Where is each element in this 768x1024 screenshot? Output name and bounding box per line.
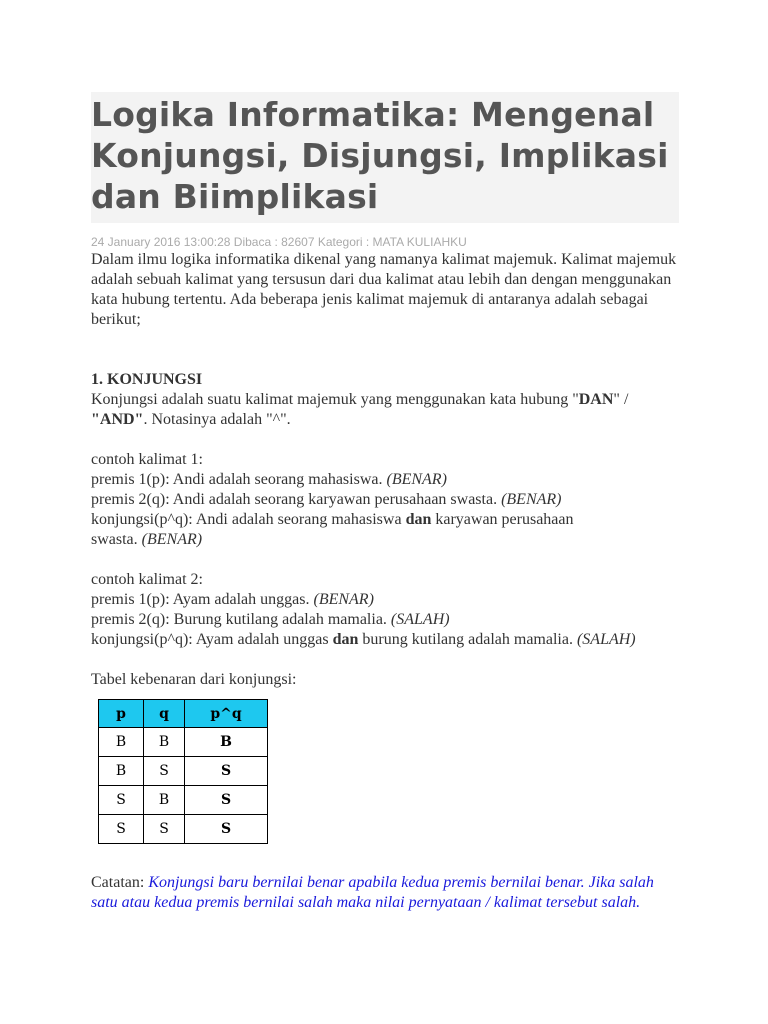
truth-value: (BENAR) [313, 591, 374, 608]
table-caption: Tabel kebenaran dari konjungsi: [91, 671, 297, 688]
conjunction-text: karyawan perusahaan [431, 511, 574, 528]
note-paragraph [91, 873, 679, 913]
definition-text: Konjungsi adalah suatu kalimat majemuk yang menggunakan kata hubung " [91, 391, 579, 408]
table-cell: S [144, 815, 185, 844]
table-cell: S [185, 757, 268, 786]
table-row [99, 786, 268, 815]
truth-value: (SALAH) [390, 611, 450, 628]
table-cell: S [99, 815, 144, 844]
keyword-dan: DAN [578, 391, 614, 408]
truth-value: (SALAH) [576, 631, 636, 648]
definition-notation: . Notasinya adalah "^". [143, 411, 291, 428]
premise-text: premis 2(q): Burung kutilang adalah mamalia. [91, 611, 391, 628]
example1-conjunction [91, 510, 679, 550]
example1-premise-p [91, 470, 679, 490]
section-heading [91, 370, 679, 390]
keyword-and: "AND" [91, 411, 144, 428]
premise-text: premis 2(q): Andi adalah seorang karyawan perusahaan swasta. [91, 491, 502, 508]
table-cell: S [99, 786, 144, 815]
table-row [99, 815, 268, 844]
title-box [91, 92, 679, 223]
header-cell: p [99, 700, 144, 728]
truth-table [98, 699, 268, 844]
example2-label: contoh kalimat 2: [91, 571, 203, 588]
table-cell: B [144, 786, 185, 815]
table-row [99, 757, 268, 786]
note-body: Konjungsi baru bernilai benar apabila kedua premis bernilai benar. Jika salah satu atau kedua premis bernilai salah maka nilai pernyataan / kalimat tersebut salah. [91, 874, 654, 911]
article-title: Logika Informatika: Mengenal Konjungsi, Disjungsi, Implikasi dan Biimplikasi [91, 95, 669, 216]
conjunction-text: burung kutilang adalah mamalia. [358, 631, 577, 648]
example1-label: contoh kalimat 1: [91, 451, 203, 468]
truth-value: (BENAR) [141, 531, 203, 548]
header-cell: p^q [185, 700, 268, 728]
conjunction-text: swasta. [91, 531, 142, 548]
table-cell: B [144, 728, 185, 757]
example2-premise-q [91, 610, 679, 630]
table-cell: B [99, 757, 144, 786]
premise-text: premis 1(p): Andi adalah seorang mahasiswa. [91, 471, 387, 488]
truth-value: (BENAR) [386, 471, 447, 488]
example2-premise-p [91, 590, 679, 610]
table-cell: S [144, 757, 185, 786]
definition-paragraph [91, 390, 679, 430]
table-cell: B [185, 728, 268, 757]
conjunction-text: konjungsi(p^q): Ayam adalah unggas [91, 631, 333, 648]
article [91, 92, 679, 913]
example2-conjunction [91, 630, 679, 650]
table-cell: B [99, 728, 144, 757]
truth-value: (BENAR) [501, 491, 562, 508]
keyword-dan: dan [332, 631, 359, 648]
table-cell: S [185, 815, 268, 844]
definition-separator: " / [613, 391, 629, 408]
article-meta: 24 January 2016 13:00:28 Dibaca : 82607 Kategori : MATA KULIAHKU [91, 235, 467, 249]
section-heading-text: 1. KONJUNGSI [91, 371, 203, 388]
conjunction-text: konjungsi(p^q): Andi adalah seorang mahasiswa [91, 511, 406, 528]
premise-text: premis 1(p): Ayam adalah unggas. [91, 591, 314, 608]
table-cell: S [185, 786, 268, 815]
truth-table-header-row [99, 700, 268, 728]
intro-paragraph: Dalam ilmu logika informatika dikenal yang namanya kalimat majemuk. Kalimat majemuk adalah sebuah kalimat yang tersusun dari dua kalimat atau lebih dan dengan menggunakan kata hubung tertentu. Ada beberapa jenis kalimat majemuk di antaranya adalah sebagai berikut; [91, 251, 677, 328]
example1-premise-q [91, 490, 679, 510]
header-cell: q [144, 700, 185, 728]
note-label: Catatan: [91, 874, 149, 891]
table-row [99, 728, 268, 757]
keyword-dan: dan [405, 511, 432, 528]
